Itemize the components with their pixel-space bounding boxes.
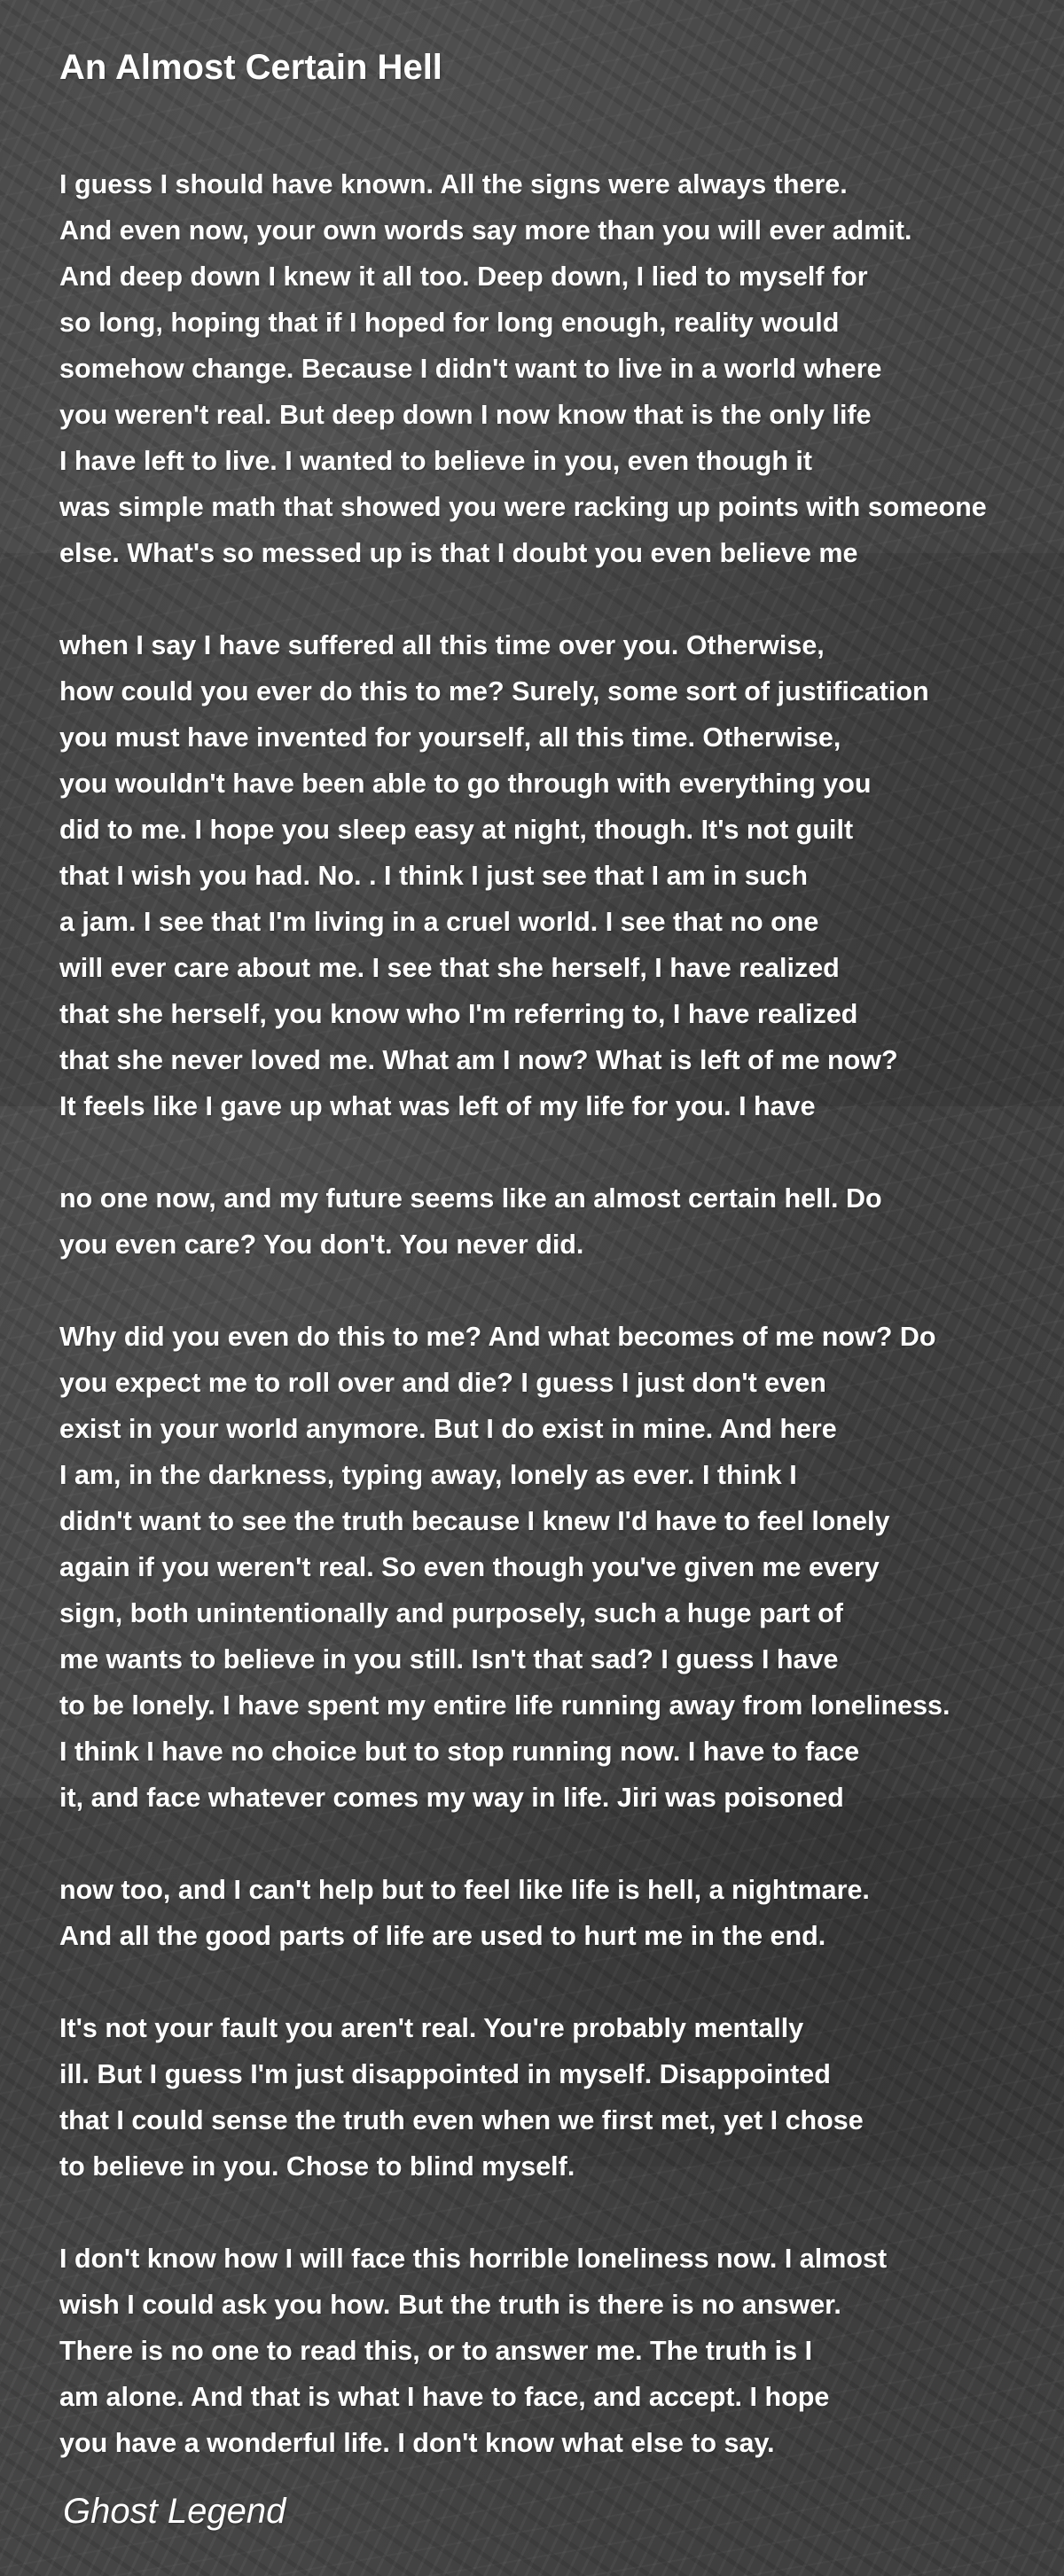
- poem-line: that she never loved me. What am I now? What is left of me now?: [59, 1045, 898, 1075]
- poem-line: somehow change. Because I didn't want to live in a world where: [59, 354, 882, 384]
- poem-line: to believe in you. Chose to blind myself.: [59, 2151, 575, 2182]
- poem-card: [59, 39, 1052, 2458]
- poem-line: And deep down I knew it all too. Deep down, I lied to myself for: [59, 262, 868, 292]
- poem-line: that she herself, you know who I'm referring to, I have realized: [59, 999, 858, 1029]
- poem-line: me wants to believe in you still. Isn't that sad? I guess I have: [59, 1644, 839, 1674]
- poem-line: I don't know how I will face this horrible loneliness now. I almost: [59, 2244, 888, 2274]
- stanza-break: [59, 2190, 1052, 2236]
- poem-line: And even now, your own words say more than you will ever admit.: [59, 215, 912, 246]
- poem-line: you have a wonderful life. I don't know what else to say.: [59, 2428, 775, 2458]
- stanza-break: [59, 1959, 1052, 2005]
- poem-line: And all the good parts of life are used to hurt me in the end.: [59, 1921, 826, 1951]
- poem-line: was simple math that showed you were racking up points with someone: [59, 492, 987, 522]
- poem-line: it, and face whatever comes my way in life. Jiri was poisoned: [59, 1783, 844, 1813]
- poem-line: you weren't real. But deep down I now know that is the only life: [59, 400, 872, 430]
- stanza-break: [59, 1821, 1052, 1867]
- stanza-break: [59, 576, 1052, 622]
- poem-line: I have left to live. I wanted to believe in you, even though it: [59, 446, 813, 476]
- poem-author: Ghost Legend: [63, 2492, 286, 2531]
- poem-line: else. What's so messed up is that I doubt you even believe me: [59, 538, 858, 568]
- poem-line: did to me. I hope you sleep easy at night, though. It's not guilt: [59, 815, 854, 845]
- poem-line: that I could sense the truth even when we first met, yet I chose: [59, 2105, 864, 2135]
- poem-line: It feels like I gave up what was left of my life for you. I have: [59, 1091, 816, 1121]
- poem-line: that I wish you had. No. . I think I just see that I am in such: [59, 861, 808, 891]
- poem-line: exist in your world anymore. But I do exist in mine. And here: [59, 1414, 837, 1444]
- poem-line: to be lonely. I have spent my entire life running away from loneliness.: [59, 1690, 951, 1721]
- poem-line: It's not your fault you aren't real. You're probably mentally: [59, 2013, 804, 2043]
- poem-line: you wouldn't have been able to go through with everything you: [59, 769, 872, 799]
- poem-line: sign, both unintentionally and purposely, such a huge part of: [59, 1598, 843, 1628]
- stanza-break: [59, 1268, 1052, 1314]
- poem-line: now too, and I can't help but to feel like life is hell, a nightmare.: [59, 1875, 870, 1905]
- poem-line: I guess I should have known. All the signs were always there.: [59, 169, 848, 199]
- poem-title: An Almost Certain Hell: [59, 48, 442, 87]
- poem-body: [59, 161, 1052, 2466]
- poem-line: Why did you even do this to me? And what becomes of me now? Do: [59, 1322, 936, 1352]
- poem-line: you must have invented for yourself, all this time. Otherwise,: [59, 722, 841, 753]
- poem-line: am alone. And that is what I have to face, and accept. I hope: [59, 2382, 830, 2412]
- poem-line: will ever care about me. I see that she herself, I have realized: [59, 953, 840, 983]
- poem-line: so long, hoping that if I hoped for long enough, reality would: [59, 308, 840, 338]
- poem-line: again if you weren't real. So even though you've given me every: [59, 1552, 880, 1582]
- poem-line: a jam. I see that I'm living in a cruel world. I see that no one: [59, 907, 819, 937]
- poem-line: There is no one to read this, or to answer me. The truth is I: [59, 2336, 813, 2366]
- poem-line: wish I could ask you how. But the truth is there is no answer.: [59, 2290, 841, 2320]
- poem-line: didn't want to see the truth because I knew I'd have to feel lonely: [59, 1506, 890, 1536]
- poem-line: I am, in the darkness, typing away, lonely as ever. I think I: [59, 1460, 797, 1490]
- poem-line: how could you ever do this to me? Surely, some sort of justification: [59, 676, 929, 706]
- stanza-break: [59, 1129, 1052, 1175]
- poem-line: no one now, and my future seems like an almost certain hell. Do: [59, 1183, 882, 1214]
- poem-line: I think I have no choice but to stop running now. I have to face: [59, 1737, 860, 1767]
- poem-line: you expect me to roll over and die? I guess I just don't even: [59, 1368, 826, 1398]
- poem-line: when I say I have suffered all this time over you. Otherwise,: [59, 630, 825, 660]
- poem-line: you even care? You don't. You never did.: [59, 1229, 584, 1260]
- poem-line: ill. But I guess I'm just disappointed in myself. Disappointed: [59, 2059, 831, 2089]
